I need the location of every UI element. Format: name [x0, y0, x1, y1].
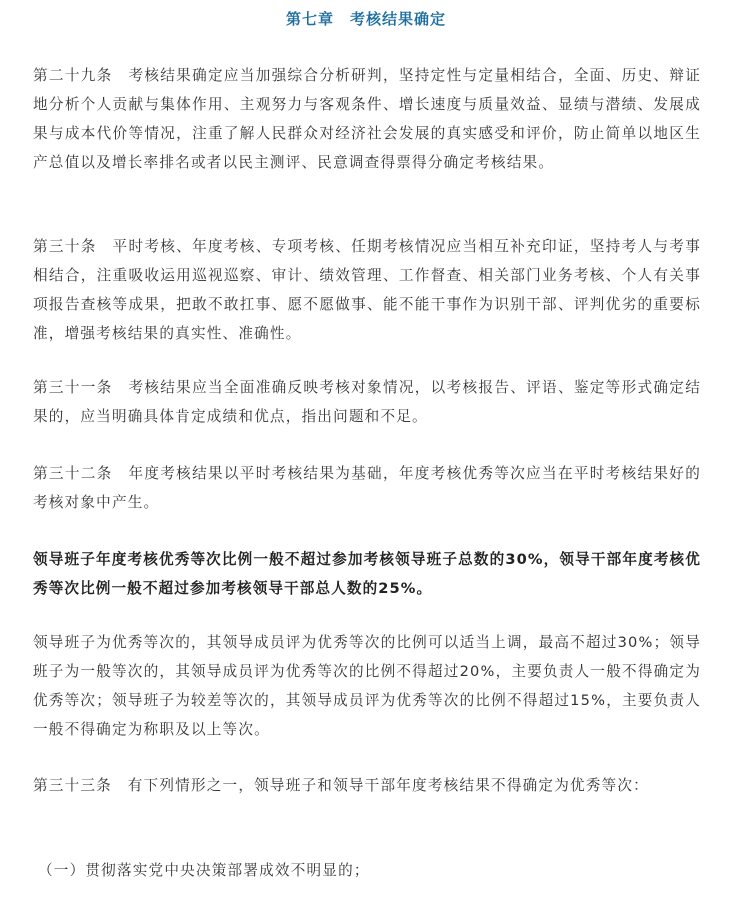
article-33-item-1: （一）贯彻落实党中央决策部署成效不明显的；	[38, 862, 370, 879]
excellence-ratio-paragraph: 领导班子年度考核优秀等次比例一般不超过参加考核领导班子总数的30%，领导干部年度考核优秀等次比例一般不超过参加考核领导干部总人数的25%。	[33, 551, 701, 597]
article-32: 第三十二条 年度考核结果以平时考核结果为基础，年度考核优秀等次应当在平时考核结果好的考核对象中产生。	[33, 465, 701, 511]
article-31: 第三十一条 考核结果应当全面准确反映考核对象情况，以考核报告、评语、鉴定等形式确定结果的，应当明确具体肯定成绩和优点，指出问题和不足。	[33, 379, 701, 425]
leadership-ratio-paragraph: 领导班子为优秀等次的，其领导成员评为优秀等次的比例可以适当上调，最高不超过30%；领导班子为一般等次的，其领导成员评为优秀等次的比例不得超过20%，主要负责人一般不得确定为优秀等次；领导班子为较差等次的，其领导成员评为优秀等次的比例不得超过15%，主要负责人一般不得确定为称职及以上等次。	[33, 634, 701, 738]
article-29: 第二十九条 考核结果确定应当加强综合分析研判，坚持定性与定量相结合，全面、历史、辩证地分析个人贡献与集体作用、主观努力与客观条件、增长速度与质量效益、显绩与潜绩、发展成果与成本代价等情况，注重了解人民群众对经济社会发展的真实感受和评价，防止简单以地区生产总值以及增长率排名或者以民主测评、民意调查得票得分确定考核结果。	[33, 67, 701, 171]
article-30: 第三十条 平时考核、年度考核、专项考核、任期考核情况应当相互补充印证，坚持考人与考事相结合，注重吸收运用巡视巡察、审计、绩效管理、工作督查、相关部门业务考核、个人有关事项报告查核等成果，把敢不敢扛事、愿不愿做事、能不能干事作为识别干部、评判优劣的重要标准，增强考核结果的真实性、准确性。	[33, 238, 701, 342]
chapter-title: 第七章 考核结果确定	[285, 10, 446, 28]
article-33: 第三十三条 有下列情形之一，领导班子和领导干部年度考核结果不得确定为优秀等次：	[33, 777, 649, 794]
